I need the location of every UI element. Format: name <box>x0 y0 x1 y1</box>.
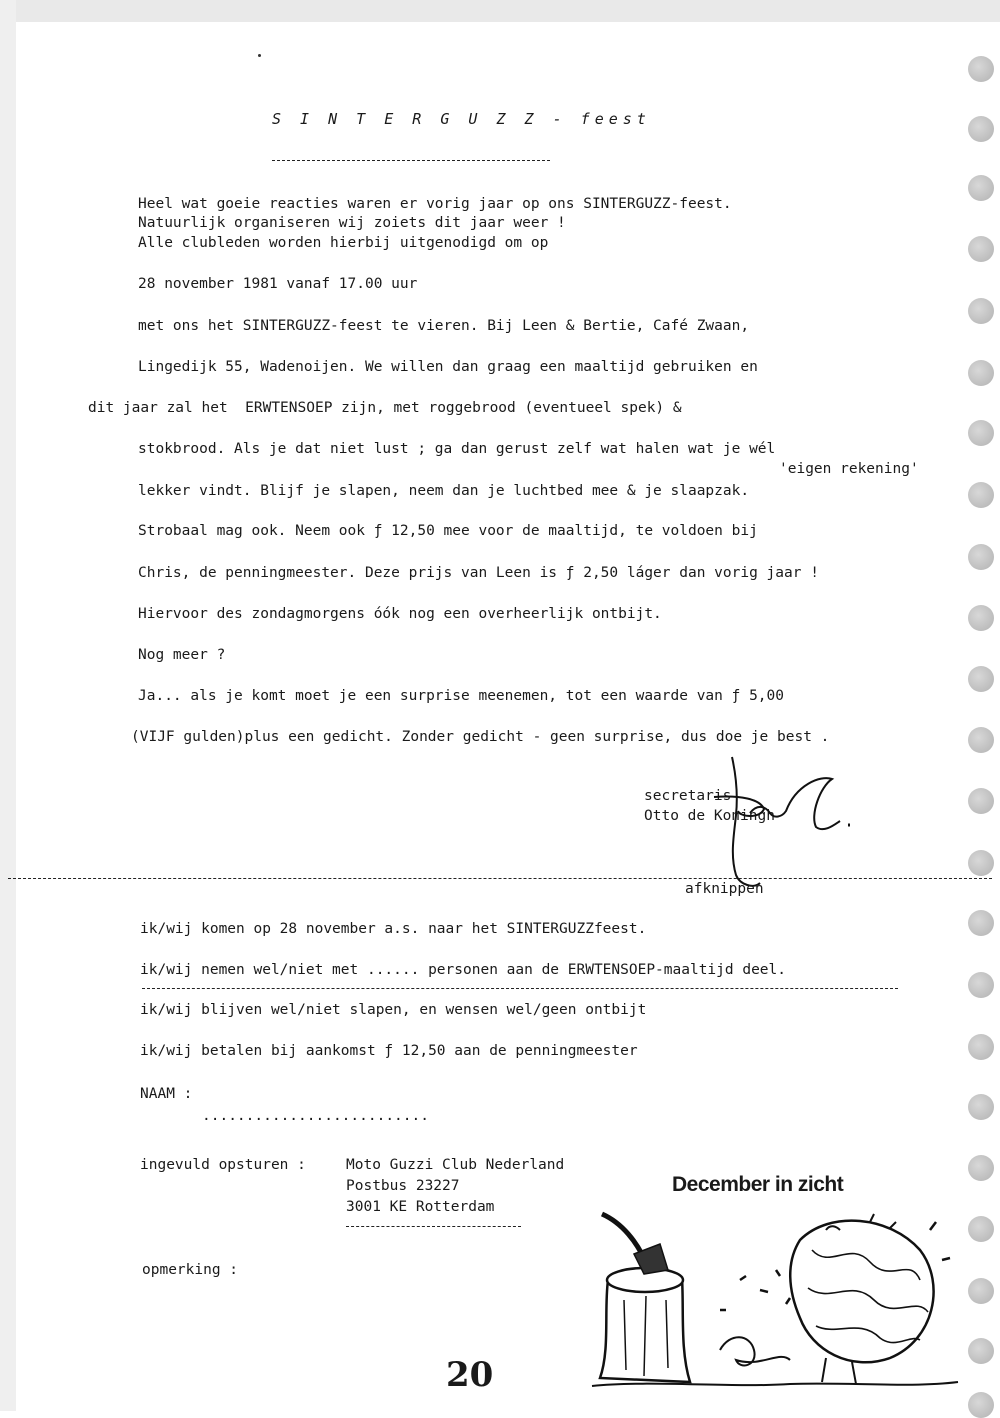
cut-label: afknippen <box>685 881 764 897</box>
body-line: Strobaal mag ook. Neem ook ƒ 12,50 mee voor de maaltijd, te voldoen bij <box>138 523 758 539</box>
scan-top-edge <box>0 0 1000 22</box>
body-line: Alle clubleden worden hierbij uitgenodigd om op <box>138 235 549 251</box>
scan-left-edge <box>0 0 16 1411</box>
binder-hole <box>968 236 994 262</box>
body-line: lekker vindt. Blijf je slapen, neem dan je luchtbed mee & je slaapzak. <box>138 483 750 499</box>
binder-hole <box>968 1392 994 1418</box>
body-note: 'eigen rekening' <box>779 461 919 477</box>
binder-hole <box>968 1094 994 1120</box>
body-line: Heel wat goeie reacties waren er vorig jaar op ons SINTERGUZZ-feest. <box>138 196 732 212</box>
binder-hole <box>968 420 994 446</box>
address-label: ingevuld opsturen : <box>140 1157 306 1173</box>
cut-line <box>8 878 992 879</box>
binder-hole <box>968 482 994 508</box>
signature-name: Otto de Koningh <box>644 808 775 824</box>
address-line: 3001 KE Rotterdam <box>346 1199 495 1215</box>
body-line: dit jaar zal het ERWTENSOEP zijn, met roggebrood (eventueel spek) & <box>88 400 682 416</box>
cartoon-illustration <box>590 1200 960 1395</box>
form-line: ik/wij komen op 28 november a.s. naar het SINTERGUZZfeest. <box>140 921 647 937</box>
binder-hole <box>968 175 994 201</box>
body-line: stokbrood. Als je dat niet lust ; ga dan gerust zelf wat halen wat je wél <box>138 441 776 457</box>
address-line: Moto Guzzi Club Nederland <box>346 1157 565 1173</box>
opmerking-label: opmerking : <box>142 1262 239 1278</box>
binder-hole <box>968 56 994 82</box>
form-line: ik/wij nemen wel/niet met ...... personen aan de ERWTENSOEP-maaltijd deel. <box>140 962 787 978</box>
body-line: Hiervoor des zondagmorgens óók nog een overheerlijk ontbijt. <box>138 606 662 622</box>
binder-hole <box>968 850 994 876</box>
signature-role: secretaris <box>644 788 732 804</box>
speck <box>258 54 261 57</box>
naam-label: NAAM : <box>140 1086 193 1102</box>
binder-hole <box>968 1216 994 1242</box>
address-line: Postbus 23227 <box>346 1178 460 1194</box>
body-line: (VIJF gulden)plus een gedicht. Zonder gedicht - geen surprise, dus doe je best . <box>131 729 830 745</box>
binder-hole <box>968 910 994 936</box>
binder-hole <box>968 298 994 324</box>
form-divider <box>142 988 898 989</box>
address-underline <box>346 1226 521 1227</box>
body-line: Natuurlijk organiseren wij zoiets dit jaar weer ! <box>138 215 566 231</box>
body-line: Nog meer ? <box>138 647 226 663</box>
naam-field: .......................... <box>202 1108 429 1124</box>
binder-hole <box>968 605 994 631</box>
body-line: Ja... als je komt moet je een surprise meenemen, tot een waarde van ƒ 5,00 <box>138 688 785 704</box>
cartoon-title: December in zicht <box>672 1173 844 1196</box>
binder-hole <box>968 727 994 753</box>
binder-hole <box>968 666 994 692</box>
binder-hole <box>968 1155 994 1181</box>
event-date: 28 november 1981 vanaf 17.00 uur <box>138 276 418 292</box>
body-line: Chris, de penningmeester. Deze prijs van Leen is ƒ 2,50 láger dan vorig jaar ! <box>138 565 819 581</box>
body-line: Lingedijk 55, Wadenoijen. We willen dan graag een maaltijd gebruiken en <box>138 359 758 375</box>
binder-hole <box>968 544 994 570</box>
binder-hole <box>968 116 994 142</box>
binder-hole <box>968 1278 994 1304</box>
binder-hole <box>968 1338 994 1364</box>
binder-hole <box>968 1034 994 1060</box>
handwritten-signature <box>700 755 860 895</box>
binder-hole <box>968 972 994 998</box>
binder-hole <box>968 788 994 814</box>
page-number: 20 <box>446 1355 494 1395</box>
page-title: S I N T E R G U Z Z - feest <box>272 110 651 128</box>
binder-hole <box>968 360 994 386</box>
form-line: ik/wij betalen bij aankomst ƒ 12,50 aan de penningmeester <box>140 1043 638 1059</box>
title-underline <box>272 160 550 161</box>
form-line: ik/wij blijven wel/niet slapen, en wensen wel/geen ontbijt <box>140 1002 647 1018</box>
body-line: met ons het SINTERGUZZ-feest te vieren. Bij Leen & Bertie, Café Zwaan, <box>138 318 750 334</box>
